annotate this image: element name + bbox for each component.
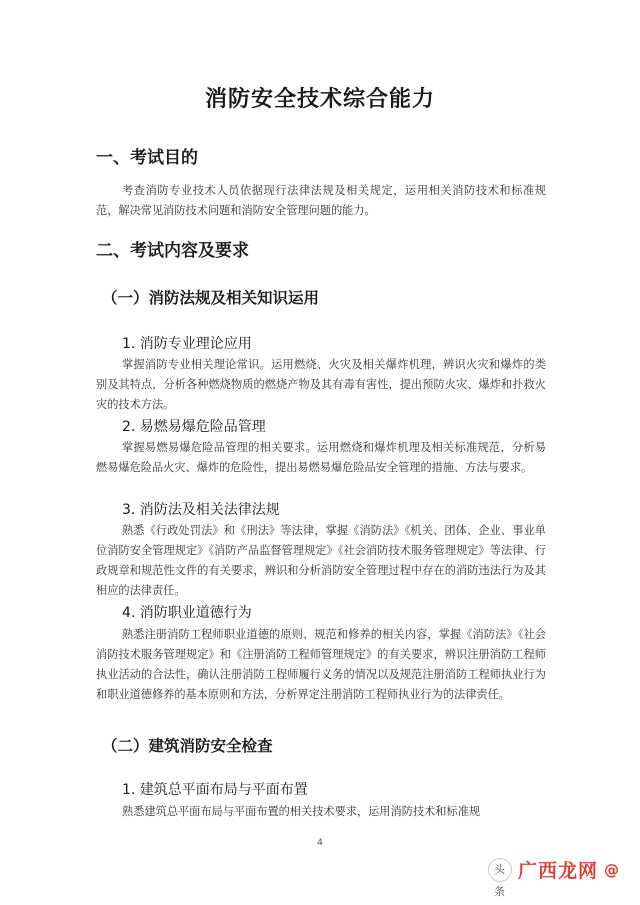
page-number: 4 <box>317 838 323 848</box>
section-1-paragraph: 考查消防专业技术人员依据现行法律法规及相关规定，运用相关消防技术和标准规范，解决常见消防技术问题和消防安全管理问题的能力。 <box>96 184 546 217</box>
item-heading-5: 1. 建筑总平面布局与平面布置 <box>122 782 308 798</box>
watermark-sub: @ <box>604 860 620 879</box>
item-heading-3: 3. 消防法及相关法律法规 <box>122 502 280 518</box>
item-heading-4: 4. 消防职业道德行为 <box>122 605 252 621</box>
item-paragraph-3: 熟悉《行政处罚法》和《刑法》等法律，掌握《消防法》《机关、团体、企业、事业单位消防安全管理规定》《消防产品监督管理规定》《社会消防技术服务管理规定》等法律、行政规章和规范性文件的有关要求，辨识和分析消防安全管理过程中存在的消防违法行为及其相应的法律责任。 <box>96 524 546 597</box>
subsection-heading-1: （一）消防法规及相关知识运用 <box>102 289 320 307</box>
item-paragraph-4: 熟悉注册消防工程师职业道德的原则、规范和修养的相关内容，掌握《消防法》《社会消防技术服务管理规定》和《注册消防工程师管理规定》的有关要求，辨识注册消防工程师执业活动的合法性，确认注册消防工程师履行义务的情况以及规范注册消防工程师执业行为和职业道德修养的基本原则和方法，分析界定注册消防工程师执业行为的法律责任。 <box>96 628 546 701</box>
section-heading-1: 一、考试目的 <box>96 148 198 168</box>
item-heading-2: 2. 易燃易爆危险品管理 <box>122 419 266 435</box>
section-heading-2: 二、考试内容及要求 <box>96 241 249 261</box>
item-paragraph-2: 掌握易燃易爆危险品管理的相关要求。运用燃烧和爆炸机理及相关标准规范，分析易燃易爆危险品火灾、爆炸的危险性，提出易燃易爆危险品安全管理的措施、方法与要求。 <box>96 441 546 474</box>
subsection-heading-2: （二）建筑消防安全检查 <box>102 737 273 755</box>
watermark <box>488 856 620 898</box>
item-paragraph-1: 掌握消防专业相关理论常识。运用燃烧、火灾及相关爆炸机理，辨识火灾和爆炸的类别及其特点，分析各种燃烧物质的燃烧产物及其有毒有害性，提出预防火灾、爆炸和扑救火灾的技术方法。 <box>96 358 546 411</box>
page-title: 消防安全技术综合能力 <box>204 87 435 112</box>
item-heading-1: 1. 消防专业理论应用 <box>122 336 252 352</box>
watermark-text: 广西龙网 <box>517 860 598 882</box>
watermark-badge: 头条 <box>488 858 512 882</box>
item-paragraph-5: 熟悉建筑总平面布局与平面布置的相关技术要求，运用消防技术和标准规 <box>122 805 481 818</box>
